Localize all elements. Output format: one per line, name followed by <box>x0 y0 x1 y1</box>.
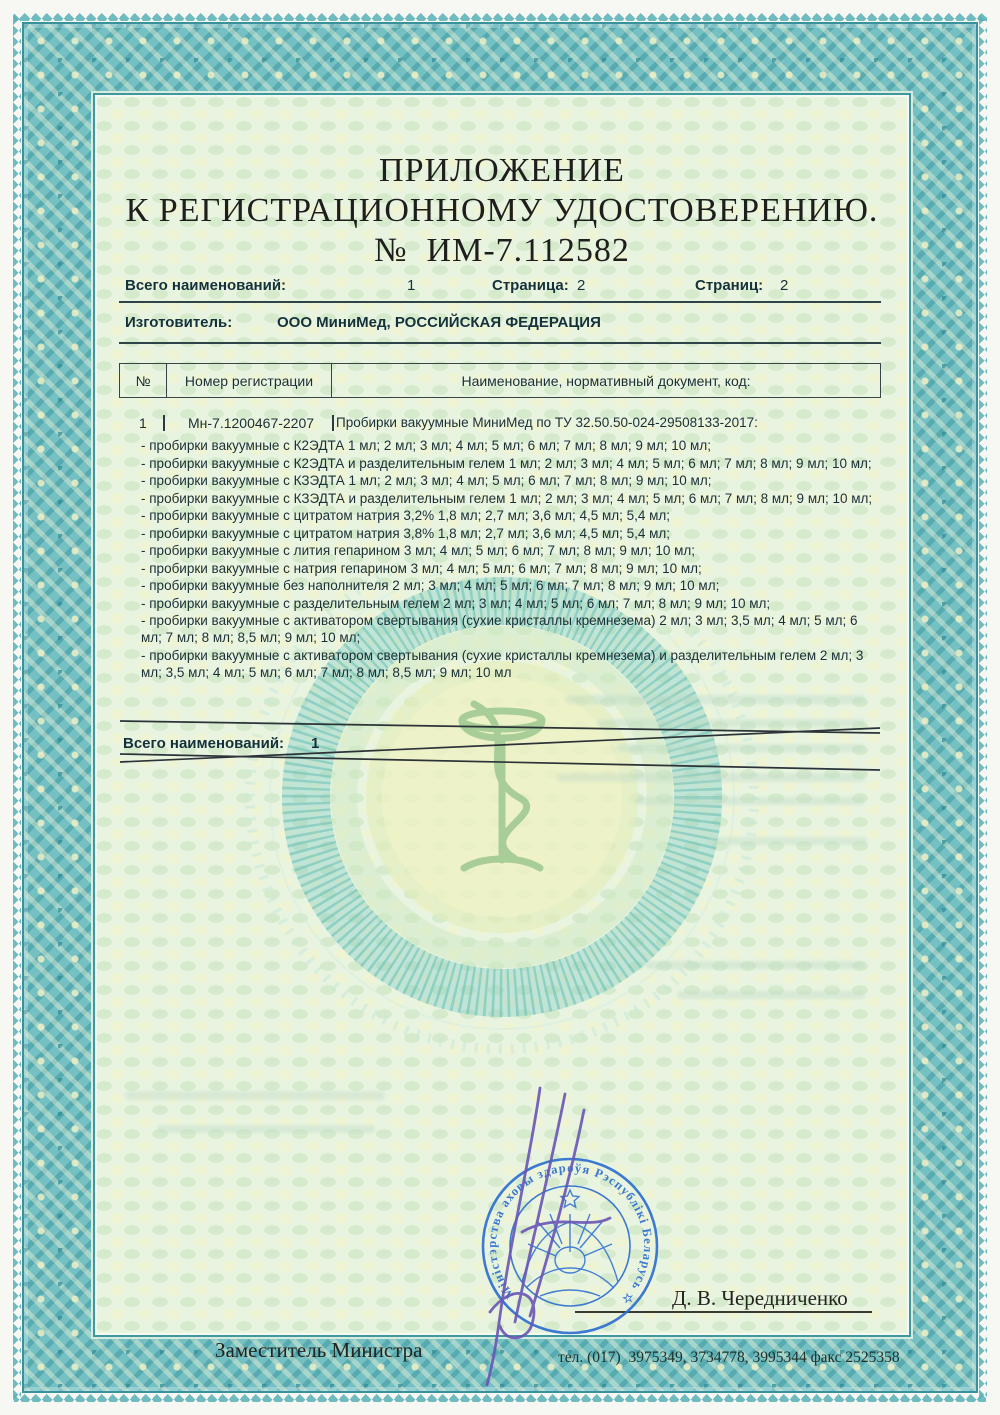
list-item: - пробирки вакуумные с активатором свертывания (сухие кристаллы кремнезема) 2 мл; 3 мл; 3,5 мл; 4 мл; 5 мл; 6 мл; 7 мл; 8 мл; 8,5 мл; 9 мл; 10 мл; <box>141 613 858 645</box>
border-zigzag-right <box>979 14 987 1401</box>
page-label: Страница: <box>492 277 569 294</box>
list-item: - пробирки вакуумные с КЗЭДТА и разделительным гелем 1 мл; 2 мл; 3 мл; 4 мл; 5 мл; 6 мл; 7 мл; 8 мл; 9 мл; 10 мл; <box>141 490 873 506</box>
row-product-heading: Пробирки вакуумные МиниМед по ТУ 32.50.50-024-29508133-2017: <box>336 415 758 430</box>
manufacturer-value: ООО МиниМед, РОССИЙСКАЯ ФЕДЕРАЦИЯ <box>277 314 601 331</box>
document-title <box>95 151 909 271</box>
manufacturer-label: Изготовитель: <box>125 314 233 331</box>
summary-total-value: 1 <box>311 735 320 752</box>
contact-phone-line: тел. (017) 3975349, 3734778, 3995344 факс 2525358 <box>558 1349 900 1366</box>
list-item: - пробирки вакуумные с цитратом натрия 3,8% 1,8 мл; 2,7 мл; 3,6 мл; 4,5 мл; 5,4 мл; <box>141 525 671 541</box>
summary-total-label: Всего наименований: <box>123 735 285 752</box>
total-items-label: Всего наименований: <box>125 277 287 294</box>
ghost-text-mark <box>125 1091 385 1100</box>
product-variant-list <box>141 437 881 681</box>
registration-number: № ИМ-7.112582 <box>374 232 630 269</box>
handwritten-signature <box>470 1080 620 1390</box>
cell-divider <box>163 415 165 431</box>
title-line-2: К РЕГИСТРАЦИОННОМУ УДОСТОВЕРЕНИЮ. <box>125 192 879 229</box>
total-items-value: 1 <box>407 277 416 294</box>
border-zigzag-bottom <box>14 1394 986 1402</box>
cancellation-strokes <box>119 713 881 775</box>
divider-rule <box>119 342 881 344</box>
column-name-header: Наименование, нормативный документ, код: <box>461 372 751 389</box>
border-zigzag-left <box>13 14 21 1401</box>
row-number: 1 <box>139 415 147 431</box>
column-registration-header: Номер регистрации <box>167 364 332 397</box>
ghost-text-mark <box>565 695 865 704</box>
list-item: - пробирки вакуумные без наполнителя 2 мл; 3 мл; 4 мл; 5 мл; 6 мл; 7 мл; 8 мл; 9 мл; 10 мл; <box>141 578 720 593</box>
list-item: - пробирки вакуумные с цитратом натрия 3,2% 1,8 мл; 2,7 мл; 3,6 мл; 4,5 мл; 5,4 мл; <box>141 508 671 523</box>
column-number-header: № <box>120 364 167 397</box>
signer-position: Заместитель Министра <box>215 1338 423 1362</box>
list-item: - пробирки вакуумные с КЗЭДТА 1 мл; 2 мл; 3 мл; 4 мл; 5 мл; 6 мл; 7 мл; 8 мл; 9 мл; 10 мл; <box>141 473 712 488</box>
ghost-text-mark <box>707 837 867 845</box>
page-value: 2 <box>577 277 586 294</box>
pages-value: 2 <box>780 277 789 294</box>
list-item: - пробирки вакуумные с активатором свертывания (сухие кристаллы кремнезема) и разделительным гелем 2 мл; 3 мл; 3,5 мл; 4 мл; 5 мл; 6 мл; 7 мл; 8 мл; 8,5 мл; 9 мл; 10 мл <box>141 647 864 680</box>
list-item: - пробирки вакуумные с лития гепарином 3 мл; 4 мл; 5 мл; 6 мл; 7 мл; 8 мл; 9 мл; 10 мл; <box>141 543 695 558</box>
cell-divider <box>332 415 334 431</box>
pages-label: Страниц: <box>695 277 764 294</box>
border-zigzag-top <box>14 13 986 21</box>
list-item: - пробирки вакуумные с натрия гепарином 3 мл; 4 мл; 5 мл; 6 мл; 7 мл; 8 мл; 9 мл; 10 мл; <box>141 560 702 576</box>
ghost-text-mark <box>677 991 865 999</box>
title-line-1: ПРИЛОЖЕНИЕ <box>379 152 625 189</box>
table-header <box>119 363 881 398</box>
list-item: - пробирки вакуумные с К2ЭДТА и разделительным гелем 1 мл; 2 мл; 3 мл; 4 мл; 5 мл; 6 мл; 7 мл; 8 мл; 9 мл; 10 мл; <box>141 455 872 471</box>
divider-rule <box>119 301 881 303</box>
ghost-text-mark <box>635 797 865 805</box>
row-registration-number: Мн-7.1200467-2207 <box>188 415 315 431</box>
ghost-text-mark <box>645 961 865 969</box>
signer-name: Д. В. Чередниченко <box>672 1286 848 1310</box>
stamp-circular-text: Міністэрства аховы здароўя Рэспублікі Беларусь ☆ <box>484 1160 656 1308</box>
ghost-text-mark <box>157 1125 375 1133</box>
list-item: - пробирки вакуумные с разделительным гелем 2 мл; 3 мл; 4 мл; 5 мл; 6 мл; 7 мл; 8 мл; 9 мл; 10 мл; <box>141 595 771 611</box>
list-item: - пробирки вакуумные с К2ЭДТА 1 мл; 2 мл; 3 мл; 4 мл; 5 мл; 6 мл; 7 мл; 8 мл; 9 мл; 10 мл; <box>141 438 711 453</box>
